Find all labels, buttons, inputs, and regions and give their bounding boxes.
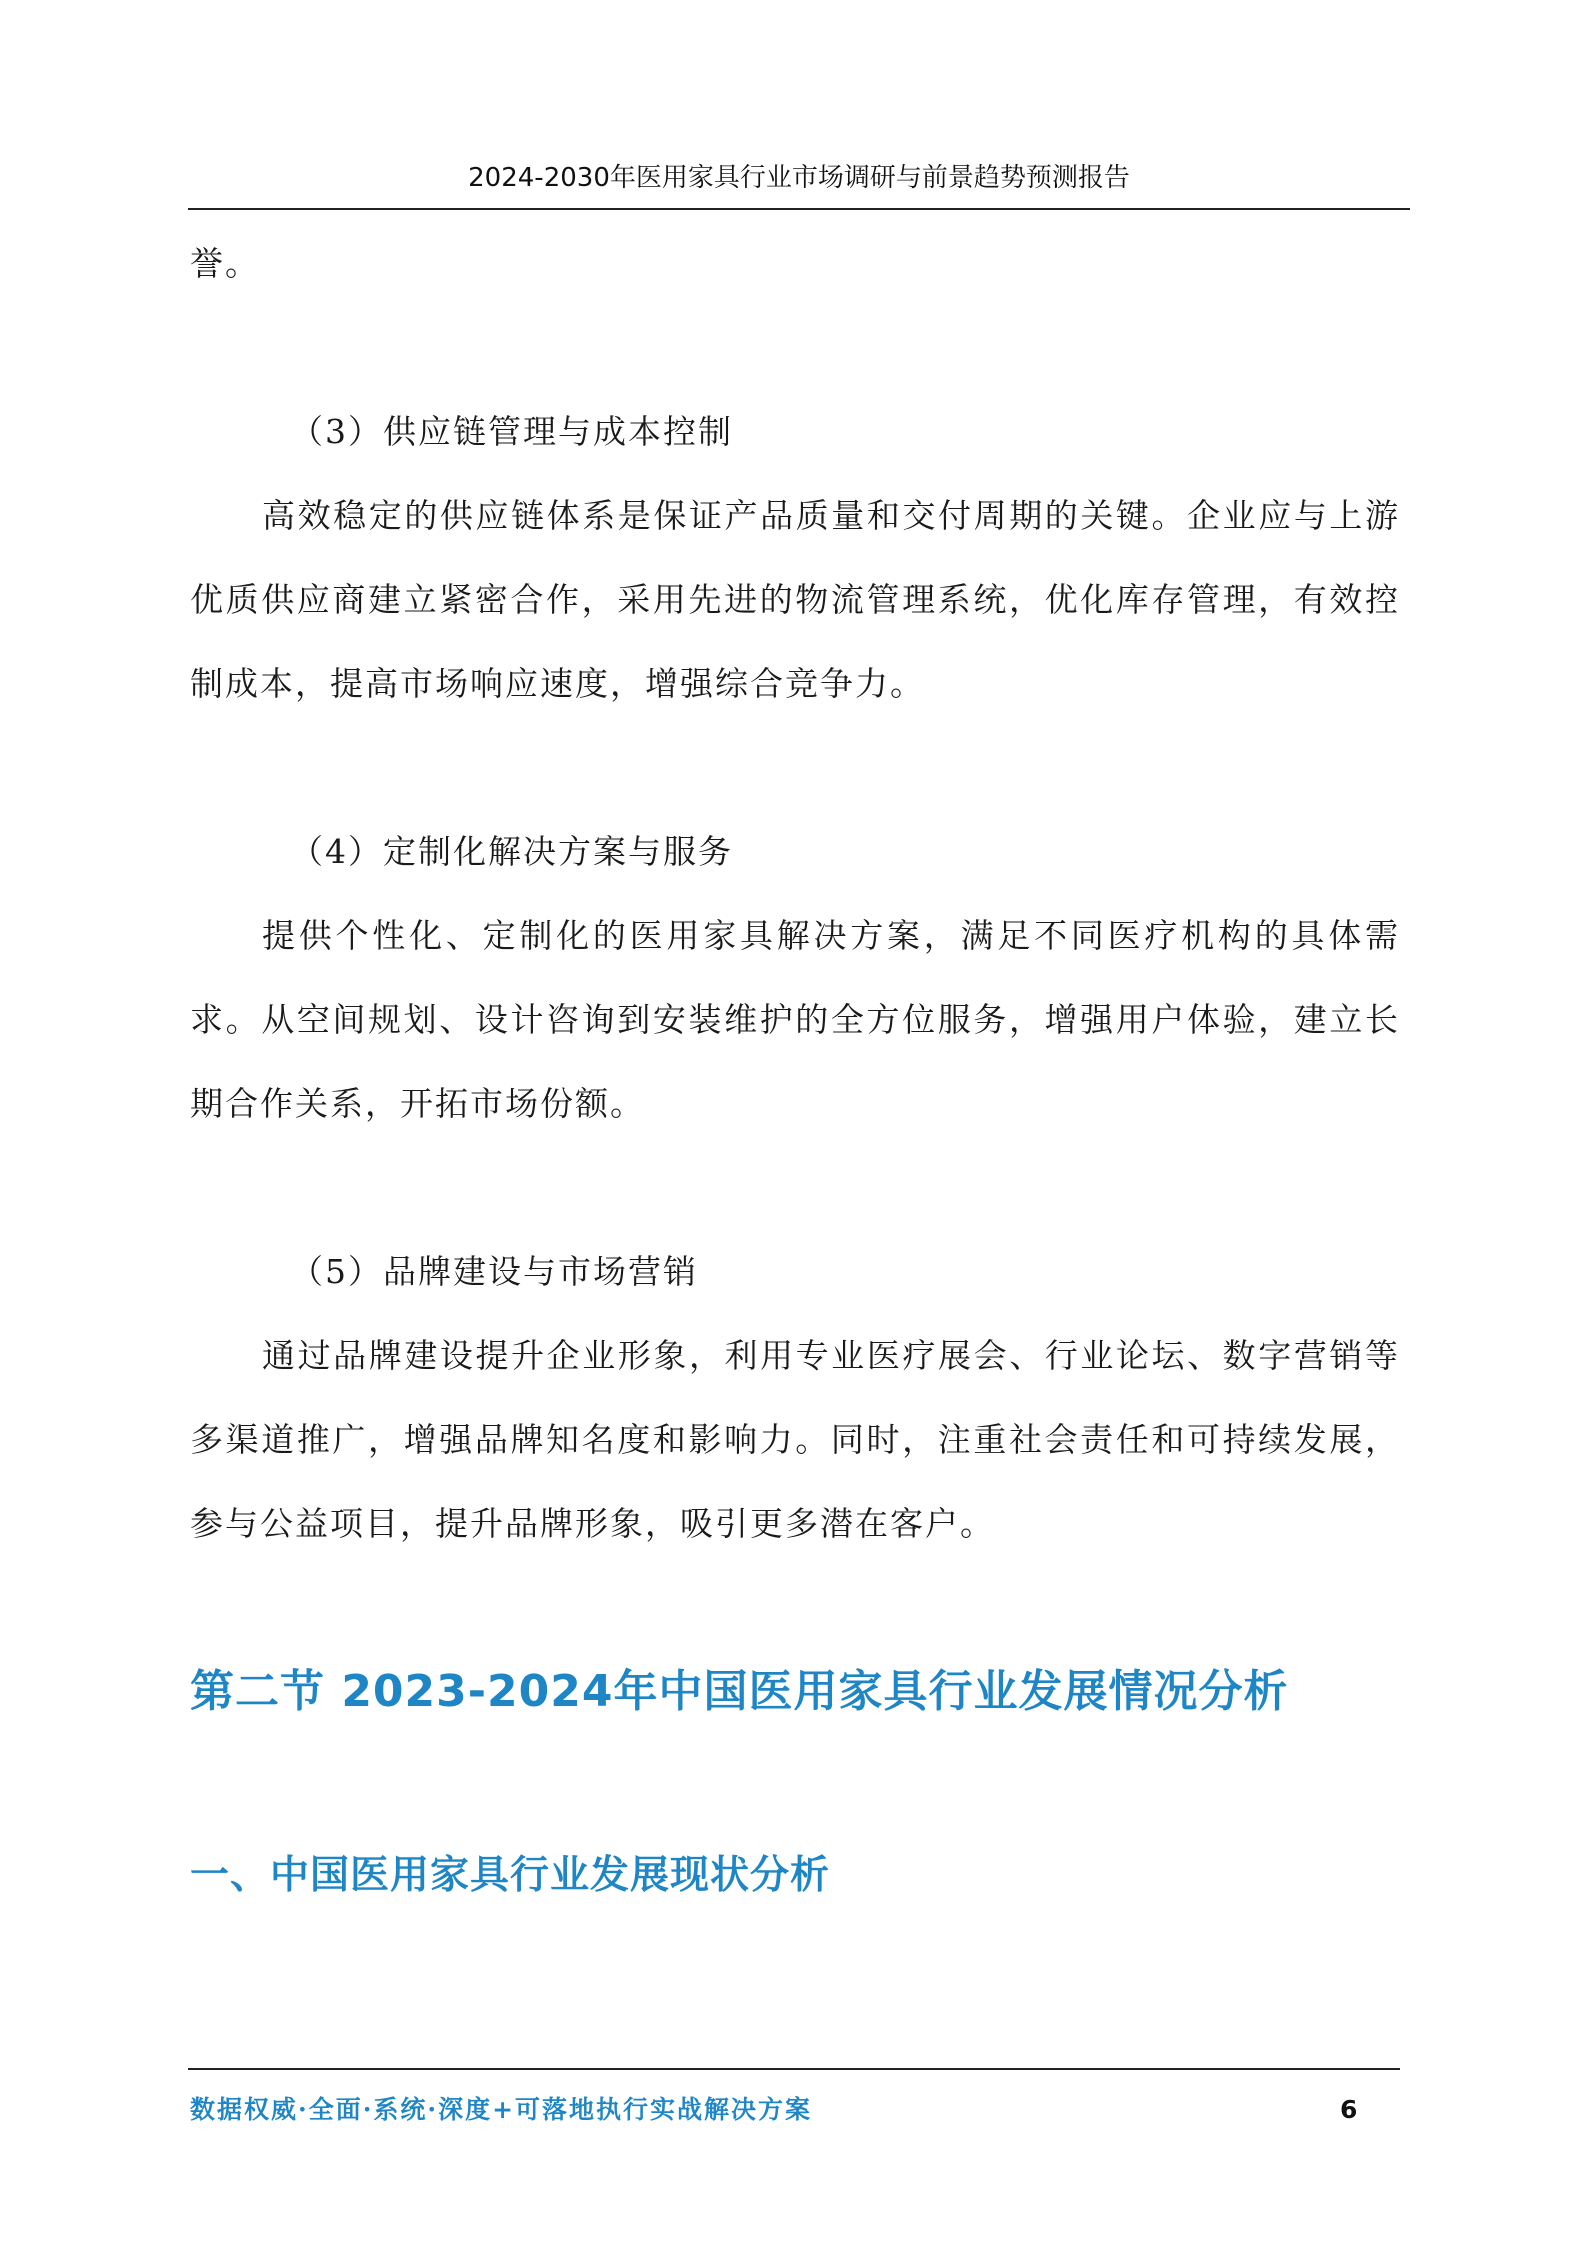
item-5-paragraph: 通过品牌建设提升企业形象，利用专业医疗展会、行业论坛、数字营销等多渠道推广，增强品牌知名度和影响力。同时，注重社会责任和可持续发展，参与公益项目，提升品牌形象，吸引更多潜在客户。: [190, 1336, 1400, 1543]
running-header: 2024-2030年医用家具行业市场调研与前景趋势预测报告: [468, 163, 1130, 193]
subsection-title: 一、中国医用家具行业发展现状分析: [190, 1853, 831, 1898]
item-3-paragraph: 高效稳定的供应链体系是保证产品质量和交付周期的关键。企业应与上游优质供应商建立紧密合作，采用先进的物流管理系统，优化库存管理，有效控制成本，提高市场响应速度，增强综合竞争力。: [190, 496, 1400, 703]
section-title: 第二节 2023-2024年中国医用家具行业发展情况分析: [190, 1666, 1289, 1717]
paragraph-spacer: [190, 1146, 1400, 1230]
item-4-heading: （4）定制化解决方案与服务: [290, 832, 733, 871]
page-number: 6: [1340, 2095, 1358, 2124]
paragraph-spacer: [190, 726, 1400, 810]
item-3-heading: （3）供应链管理与成本控制: [290, 412, 733, 451]
footer-divider: [188, 2068, 1400, 2070]
carryover-paragraph: 誉。: [190, 244, 260, 283]
header-divider: [188, 208, 1410, 210]
paragraph-spacer: [190, 306, 1400, 390]
item-4-paragraph: 提供个性化、定制化的医用家具解决方案，满足不同医疗机构的具体需求。从空间规划、设计咨询到安装维护的全方位服务，增强用户体验，建立长期合作关系，开拓市场份额。: [190, 916, 1400, 1123]
footer-slogan: 数据权威·全面·系统·深度+可落地执行实战解决方案: [190, 2095, 813, 2124]
body-content: [190, 222, 1400, 1566]
item-5-heading: （5）品牌建设与市场营销: [290, 1252, 698, 1291]
